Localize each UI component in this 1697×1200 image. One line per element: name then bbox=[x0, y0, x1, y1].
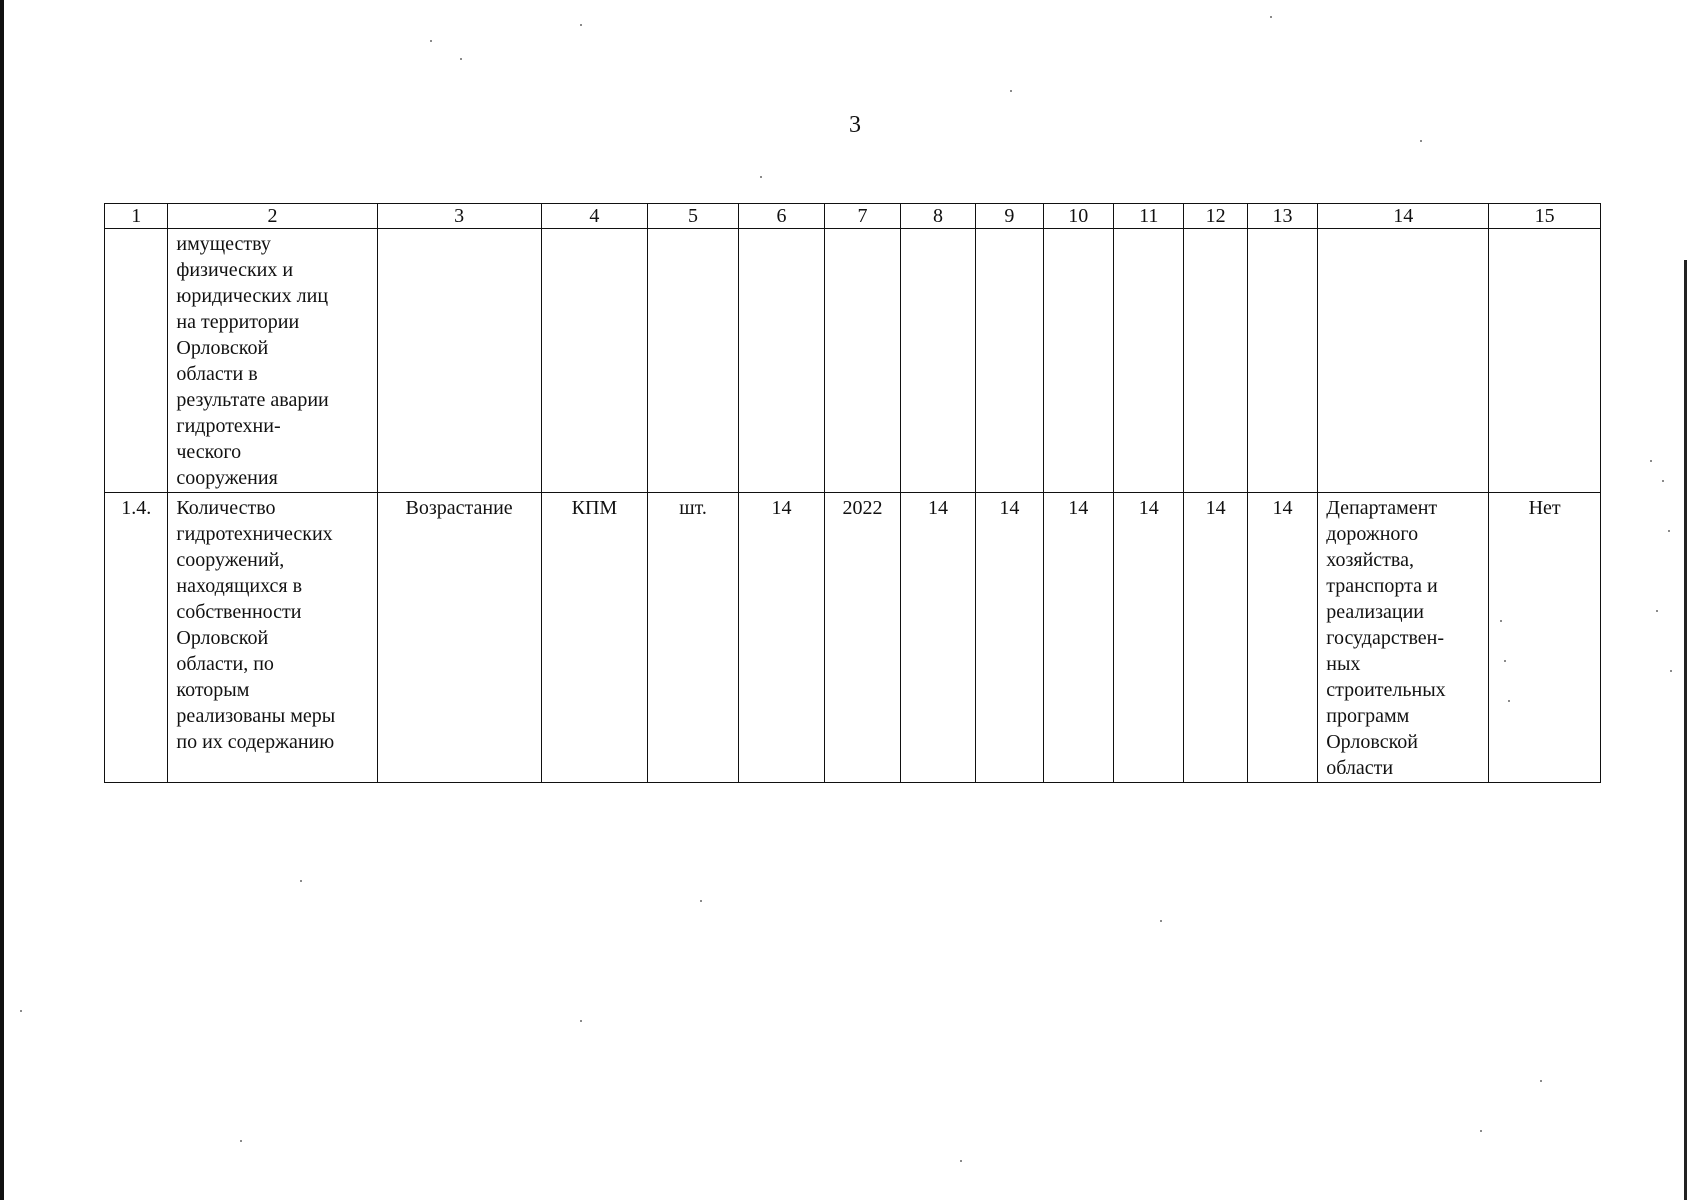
column-header: 3 bbox=[377, 204, 541, 229]
table-cell bbox=[377, 229, 541, 493]
table-cell: имуществу физических и юридических лиц на территории Орловской области в результате аварии гидротехни- ческого сооружения bbox=[168, 229, 377, 493]
table-cell bbox=[738, 229, 825, 493]
table-cell bbox=[1489, 229, 1601, 493]
column-header: 11 bbox=[1114, 204, 1184, 229]
table-cell: 14 bbox=[1043, 493, 1113, 783]
table-cell bbox=[105, 229, 168, 493]
table-cell: 14 bbox=[976, 493, 1043, 783]
table-cell: шт. bbox=[648, 493, 739, 783]
header-row bbox=[105, 204, 1601, 229]
table-cell: 14 bbox=[1184, 493, 1247, 783]
column-header: 8 bbox=[900, 204, 975, 229]
column-header: 14 bbox=[1318, 204, 1489, 229]
column-header: 9 bbox=[976, 204, 1043, 229]
column-header: 6 bbox=[738, 204, 825, 229]
column-header: 10 bbox=[1043, 204, 1113, 229]
table-cell: 2022 bbox=[825, 493, 900, 783]
column-header: 7 bbox=[825, 204, 900, 229]
table-cell: КПМ bbox=[541, 493, 648, 783]
scan-edge-left bbox=[0, 0, 4, 1200]
indicator-table bbox=[104, 203, 1601, 783]
table-cell: 14 bbox=[1114, 493, 1184, 783]
table-cell bbox=[976, 229, 1043, 493]
page-number: 3 bbox=[849, 112, 861, 138]
table-cell bbox=[1318, 229, 1489, 493]
column-header: 12 bbox=[1184, 204, 1247, 229]
table-cell: 1.4. bbox=[105, 493, 168, 783]
column-header: 2 bbox=[168, 204, 377, 229]
table-cell bbox=[648, 229, 739, 493]
column-header: 5 bbox=[648, 204, 739, 229]
table-cell: 14 bbox=[1247, 493, 1317, 783]
table-row bbox=[105, 229, 1601, 493]
table-cell: Возрастание bbox=[377, 493, 541, 783]
table-cell bbox=[900, 229, 975, 493]
table-cell bbox=[1114, 229, 1184, 493]
table-cell bbox=[1247, 229, 1317, 493]
table-cell bbox=[1184, 229, 1247, 493]
table-cell: Количество гидротехнических сооружений, находящихся в собственности Орловской области, по которым реализованы меры по их содержанию bbox=[168, 493, 377, 783]
column-header: 13 bbox=[1247, 204, 1317, 229]
table-cell bbox=[541, 229, 648, 493]
table-cell bbox=[1043, 229, 1113, 493]
column-header: 1 bbox=[105, 204, 168, 229]
table-cell bbox=[825, 229, 900, 493]
table-cell: Нет bbox=[1489, 493, 1601, 783]
table-cell: 14 bbox=[738, 493, 825, 783]
table-cell: 14 bbox=[900, 493, 975, 783]
table-row bbox=[105, 493, 1601, 783]
scan-edge-right bbox=[1684, 260, 1687, 1200]
column-header: 4 bbox=[541, 204, 648, 229]
column-header: 15 bbox=[1489, 204, 1601, 229]
table-cell: Департамент дорожного хозяйства, транспорта и реализации государствен- ных строительных программ Орловской области bbox=[1318, 493, 1489, 783]
